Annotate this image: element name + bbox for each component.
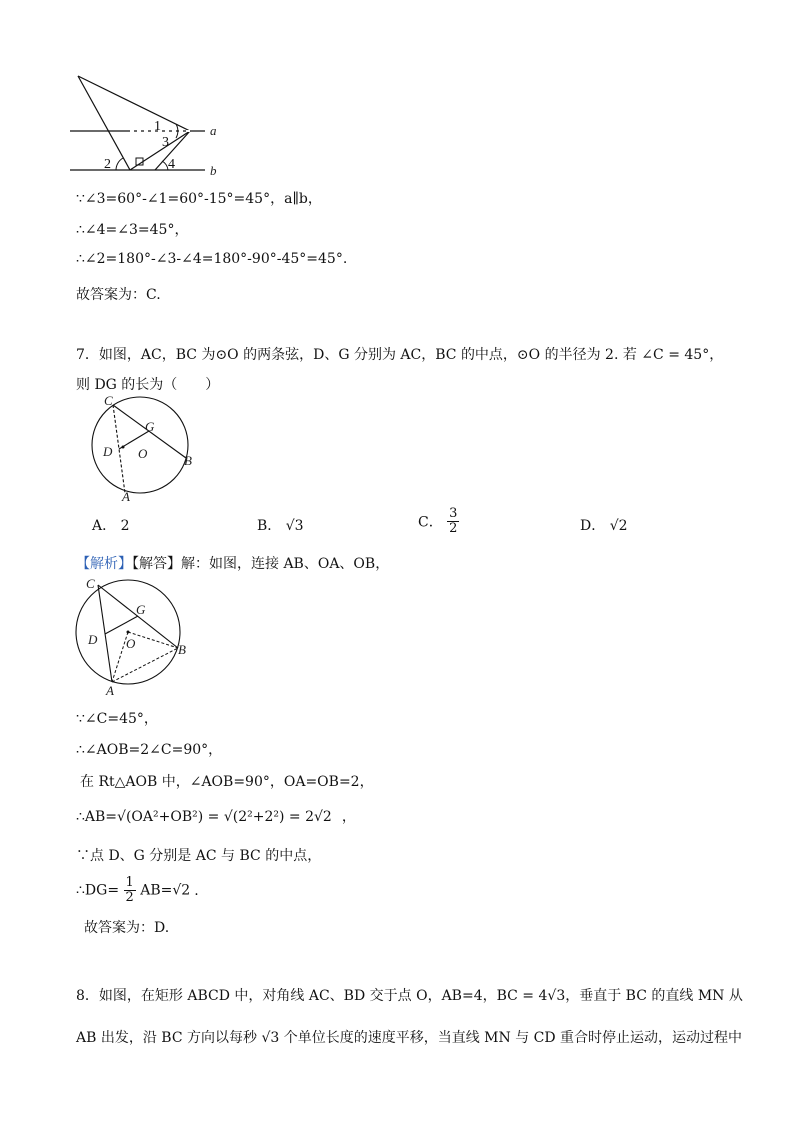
q7-label-G: G [145,419,155,434]
q8-stem-line-1: 8．如图，在矩形 ABCD 中，对角线 AC、BD 交于点 O，AB=4，BC = 4√3，垂直于 BC 的直线 MN 从 [76,988,743,1004]
sol6-line-3: ∴∠2=180°-∠3-∠4=180°-90°-45°=45°. [76,251,348,267]
line-b-label: b [210,163,217,178]
sol7-label-C: C [86,576,95,591]
angle-4-label: 4 [168,157,175,172]
ab-formula: √(OA²+OB²) = √(2²+2²) = 2√2 [117,809,332,825]
sol7-line-6: ∴DG= $\frac{1}{2}$ AB=√2 . [76,875,199,905]
option-c-fraction: $\frac{3}{2}$ [449,506,458,536]
q7-option-c[interactable]: C． $\frac{3}{2}$ [418,506,458,536]
half-fraction: $\frac{1}{2}$ [125,875,134,905]
q7-option-b[interactable]: B． √3 [257,518,304,534]
sol7-line-2: ∴∠AOB=2∠C=90°， [76,742,223,758]
q8-stem-line-2: AB 出发，沿 BC 方向以每秒 √3 个单位长度的速度平移，当直线 MN 与 CD 重合时停止运动，运动过程中 [76,1030,743,1046]
q7-label-A: A [122,489,130,504]
sol6-line-2: ∴∠4=∠3=45°， [76,222,189,238]
sol7-label-A: A [106,683,114,698]
q7-stem-line-2: 则 DG 的长为（ ） [76,377,220,393]
angle-1-label: 1 [154,119,161,134]
sol7-header: 【解析】【解答】解：如图，连接 AB、OA、OB， [76,556,390,572]
analysis-tag: 【解析】 [76,556,132,572]
angle-2-label: 2 [104,157,111,172]
figure-parallel-lines [70,70,230,180]
sol7-label-D: D [88,632,98,647]
sol7-line-3: 在 Rt△AOB 中，∠AOB=90°，OA=OB=2， [80,774,374,790]
q7-option-d[interactable]: D． √2 [580,518,628,534]
sol7-label-O: O [126,636,136,651]
line-a-label: a [210,123,217,138]
q7-label-O: O [138,446,148,461]
sol7-line-1: ∵∠C=45°， [76,711,158,727]
sol7-label-B: B [178,642,186,657]
sol7-line-5: ∵点 D、G 分别是 AC 与 BC 的中点， [76,848,322,864]
sol7-line-4: ∴AB=√(OA²+OB²) = √(2²+2²) = 2√2 ， [76,809,356,825]
q7-label-B: B [184,453,192,468]
sol6-line-1: ∵∠3=60°-∠1=60°-15°=45°，a∥b， [76,191,322,207]
sol7-label-G: G [136,602,146,617]
figure-q7-circle [88,395,208,503]
figure-sol7-circle [72,576,192,696]
sol7-answer: 故答案为：D. [84,920,170,936]
sol6-answer: 故答案为：C. [76,287,161,303]
angle-3-label: 3 [162,135,169,150]
q7-stem-line-1: 7．如图，AC，BC 为⊙O 的两条弦，D、G 分别为 AC，BC 的中点，⊙O 的半径为 2. 若 ∠C = 45°， [76,347,724,363]
q7-option-a[interactable]: A． 2 [92,518,130,534]
q7-label-D: D [103,444,113,459]
q7-label-C: C [104,393,113,408]
